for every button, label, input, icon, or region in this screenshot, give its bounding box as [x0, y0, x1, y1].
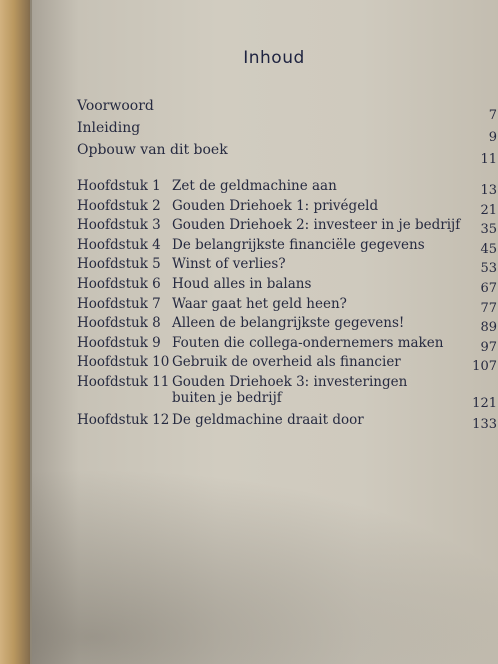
toc-entry-page: 7 — [488, 108, 497, 123]
chapter-page: 133 — [472, 416, 497, 432]
chapter-page: 77 — [480, 300, 497, 316]
chapter-number: Hoofdstuk 12 — [77, 411, 170, 428]
chapter-number: Hoofdstuk 7 — [77, 295, 161, 312]
chapter-page: 21 — [480, 202, 497, 218]
chapter-title: De geldmachine draait door — [172, 411, 364, 428]
chapter-page: 67 — [480, 280, 497, 296]
toc-entry-opbouw — [77, 142, 497, 167]
toc-entry-label: Voorwoord — [77, 98, 154, 114]
chapter-row-1 — [77, 178, 497, 198]
chapter-row-11 — [77, 374, 497, 412]
chapter-page: 13 — [480, 183, 497, 198]
toc-entry-inleiding — [77, 120, 497, 145]
chapter-number: Hoofdstuk 9 — [77, 334, 161, 351]
front-matter-list — [77, 98, 497, 167]
book-page — [30, 0, 498, 664]
chapter-number: Hoofdstuk 5 — [77, 256, 161, 273]
chapter-page: 89 — [480, 320, 497, 336]
chapter-page: 35 — [480, 222, 497, 238]
chapter-page: 97 — [480, 339, 497, 355]
toc-entry-voorwoord — [77, 98, 497, 123]
chapter-title: Waar gaat het geld heen? — [172, 295, 347, 312]
toc-entry-page: 11 — [480, 152, 497, 167]
chapter-title: Gebruik de overheid als financier — [172, 354, 401, 371]
chapter-page: 107 — [472, 359, 497, 375]
toc-title: Inhoud — [243, 48, 305, 68]
chapter-title: Gouden Driehoek 1: privégeld — [172, 197, 379, 214]
chapter-row-4 — [77, 237, 497, 257]
chapter-title: Alleen de belangrijkste gegevens! — [172, 315, 405, 332]
chapter-title-line-1: Gouden Driehoek 3: investeringen — [172, 373, 408, 390]
chapter-title: Winst of verlies? — [172, 256, 286, 273]
chapter-number: Hoofdstuk 2 — [77, 197, 161, 214]
toc-entry-label: Opbouw van dit boek — [77, 142, 228, 158]
chapter-title: Fouten die collega-ondernemers maken — [172, 334, 444, 351]
chapter-number: Hoofdstuk 10 — [77, 354, 170, 371]
chapter-number: Hoofdstuk 6 — [77, 275, 161, 292]
chapter-row-2 — [77, 198, 497, 218]
chapter-list — [77, 178, 497, 432]
toc-entry-label: Inleiding — [77, 120, 141, 136]
chapter-row-3 — [77, 217, 497, 237]
chapter-number: Hoofdstuk 4 — [77, 236, 161, 253]
chapter-row-12 — [77, 412, 497, 432]
chapter-title-line-2: buiten je bedrijf — [172, 389, 282, 406]
chapter-page: 45 — [480, 241, 497, 257]
chapter-row-8 — [77, 315, 497, 335]
chapter-title: Houd alles in balans — [172, 275, 312, 292]
chapter-title: De belangrijkste financiële gegevens — [172, 236, 425, 253]
chapter-row-6 — [77, 276, 497, 296]
toc-entry-page: 9 — [488, 130, 497, 145]
chapter-number: Hoofdstuk 11 — [77, 373, 170, 390]
chapter-number: Hoofdstuk 1 — [77, 178, 161, 194]
page-shadow — [30, 455, 498, 664]
chapter-row-5 — [77, 256, 497, 276]
chapter-title: Gouden Driehoek 2: investeer in je bedrijf — [172, 217, 461, 234]
chapter-row-10 — [77, 354, 497, 374]
chapter-row-9 — [77, 335, 497, 355]
chapter-number: Hoofdstuk 3 — [77, 217, 161, 234]
chapter-number: Hoofdstuk 8 — [77, 315, 161, 332]
chapter-title — [172, 374, 407, 406]
chapter-row-7 — [77, 296, 497, 316]
chapter-page: 53 — [480, 261, 497, 277]
chapter-page: 121 — [472, 395, 497, 411]
chapter-title: Zet de geldmachine aan — [172, 178, 337, 194]
